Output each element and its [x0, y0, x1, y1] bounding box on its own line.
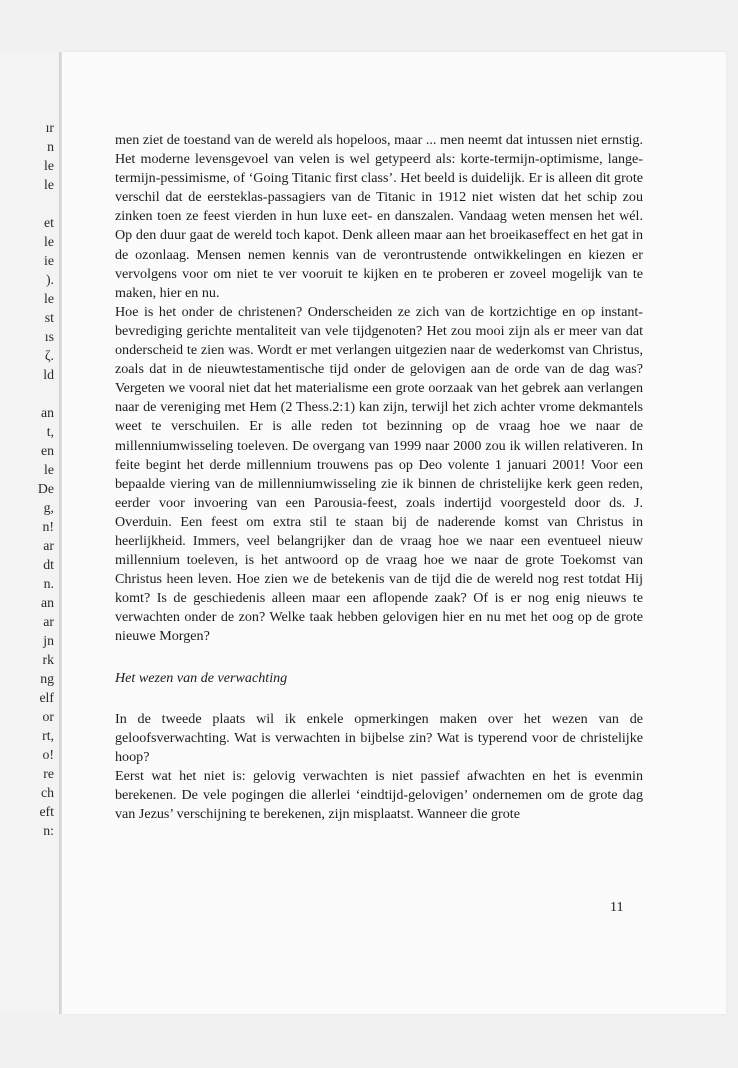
left-fragment: ο!	[42, 747, 54, 762]
left-fragment: De	[37, 481, 54, 496]
paragraph: men ziet de toestand van de wereld als hopeloos, maar ... men neemt dat intussen niet ernstig. Het moderne levensgevoel van velen is wel getypeerd als: korte-termijn-optimisme, lange-termijn-pessimisme, of ‘Going Titanic first class’. Het beeld is duidelijk. Er is alleen dit grote verschil dat de eersteklas-passagiers van de Titanic in 1912 niet wisten dat het schip zou zinken toen ze feest vierden in hun luxe eet- en danszalen. Vandaag weten mensen het wél. Op den duur gaat de wereld toch kapot. Denk alleen maar aan het broeikaseffect en het gat in de ozonlaag. Mensen nemen kennis van de verontrustende ontwikkelingen en kiezen er vervolgens voor om niet te ver vooruit te kijken en te proberen er zoveel mogelijk van te maken, hier en nu.	[115, 132, 643, 301]
left-fragment: or	[42, 709, 54, 724]
left-fragment: st	[44, 310, 54, 325]
paragraph: Hoe is het onder de christenen? Onderscheiden ze zich van de kortzichtige en op instant- bevrediging gerichte mentaliteit van vele tijdgenoten? Het zou mooi zijn als er meer van dat onderscheid te zien was. Wordt er met verlangen uitgezien naar de wederkomst van Christus, zoals dat in de nieuwtestamentische tijd onder de gelovigen aan de orde van de dag was? Vergeten we vooral niet dat het materialisme een grote oorzaak van het gebrek aan verlangen naar de vereniging met Hem (2 Thess.2:1) kan zijn, terwijl het zich achter vrome dekmantels weet te verschuilen. Er is alle reden tot bezinning op de vraag hoe we naar de millenniumwisseling toeleven. De overgang van 1999 naar 2000 zou ik willen relativeren. In feite begint het derde millennium trouwens pas op Deo volente 1 januari 2001! Voor een bepaalde viering van de millenniumwisseling zie ik binnen de christelijke kerk geen reden, eerder voor invoering van een Parousia-feest, zoals indertijd voorgesteld door ds. J. Overduin. Een feest om extra stil te staan bij de naderende komst van Christus in heerlijkheid. Immers, veel belangrijker dan de vraag hoe we naar een eventueel nieuw millennium toeleven, is het antwoord op de vraag hoe we naar de grote Toekomst van Christus heen leven. Hoe zien we de betekenis van de tijd die de wereld nog rest totdat Hij komt? Is de geschiedenis alleen maar een aflopende zaak? Of is er nog enig nieuws te verwachten onder de zon? Welke taak hebben gelovigen hier en nu met het oog op de grote nieuwe Morgen?	[115, 303, 643, 645]
left-fragment: re	[43, 766, 54, 781]
left-page-margin	[0, 52, 62, 1014]
section-heading: Het wezen van de verwachting	[115, 669, 288, 686]
page-body	[115, 131, 643, 824]
left-fragment: elf	[39, 690, 54, 705]
left-fragment: n:	[43, 823, 54, 838]
left-fragment: ar	[43, 614, 54, 629]
book-page	[62, 52, 726, 1014]
left-fragment: ar	[43, 538, 54, 553]
page-number: 11	[610, 899, 624, 915]
left-fragment: n.	[43, 576, 54, 591]
left-fragment: le	[44, 177, 54, 192]
left-fragment: an	[40, 595, 54, 610]
left-fragment: ng	[40, 671, 54, 686]
left-fragment: ζ.	[44, 348, 54, 363]
left-fragment: ır	[45, 120, 54, 135]
left-fragment: et	[44, 215, 54, 230]
left-fragment: le	[44, 234, 54, 249]
paragraph: Eerst wat het niet is: gelovig verwachten is niet passief afwachten en het is evenmin berekenen. De vele pogingen die allerlei ‘eindtijd-gelovigen’ ondernemen om de grote dag van Jezus’ verschijning te berekenen, zijn misplaatst. Wanneer die grote	[115, 767, 643, 823]
left-fragment: t,	[46, 424, 54, 439]
paragraph: In de tweede plaats wil ik enkele opmerkingen maken over het wezen van de geloofsverwachting. Wat is verwachten in bijbelse zin? Wat is typerend voor de christelijke hoop?	[115, 710, 643, 765]
left-fragment: rk	[42, 652, 54, 667]
left-fragment: n	[47, 139, 54, 154]
left-fragment: rt,	[42, 728, 54, 743]
left-fragment: le	[44, 158, 54, 173]
left-fragment: eft	[39, 804, 54, 819]
left-fragment: ).	[45, 272, 54, 287]
left-fragment: n!	[42, 519, 54, 534]
left-fragment: en	[40, 443, 54, 458]
left-fragment: g,	[43, 500, 54, 515]
left-fragment: ıs	[44, 329, 54, 344]
left-fragment: le	[44, 291, 54, 306]
left-fragment: jn	[43, 633, 54, 648]
left-fragment: an	[40, 405, 54, 420]
left-fragment: ie	[44, 253, 54, 268]
left-fragment: ld	[43, 367, 54, 382]
left-fragment: ch	[40, 785, 54, 800]
left-fragment: dt	[43, 557, 54, 572]
left-fragment: le	[44, 462, 54, 477]
